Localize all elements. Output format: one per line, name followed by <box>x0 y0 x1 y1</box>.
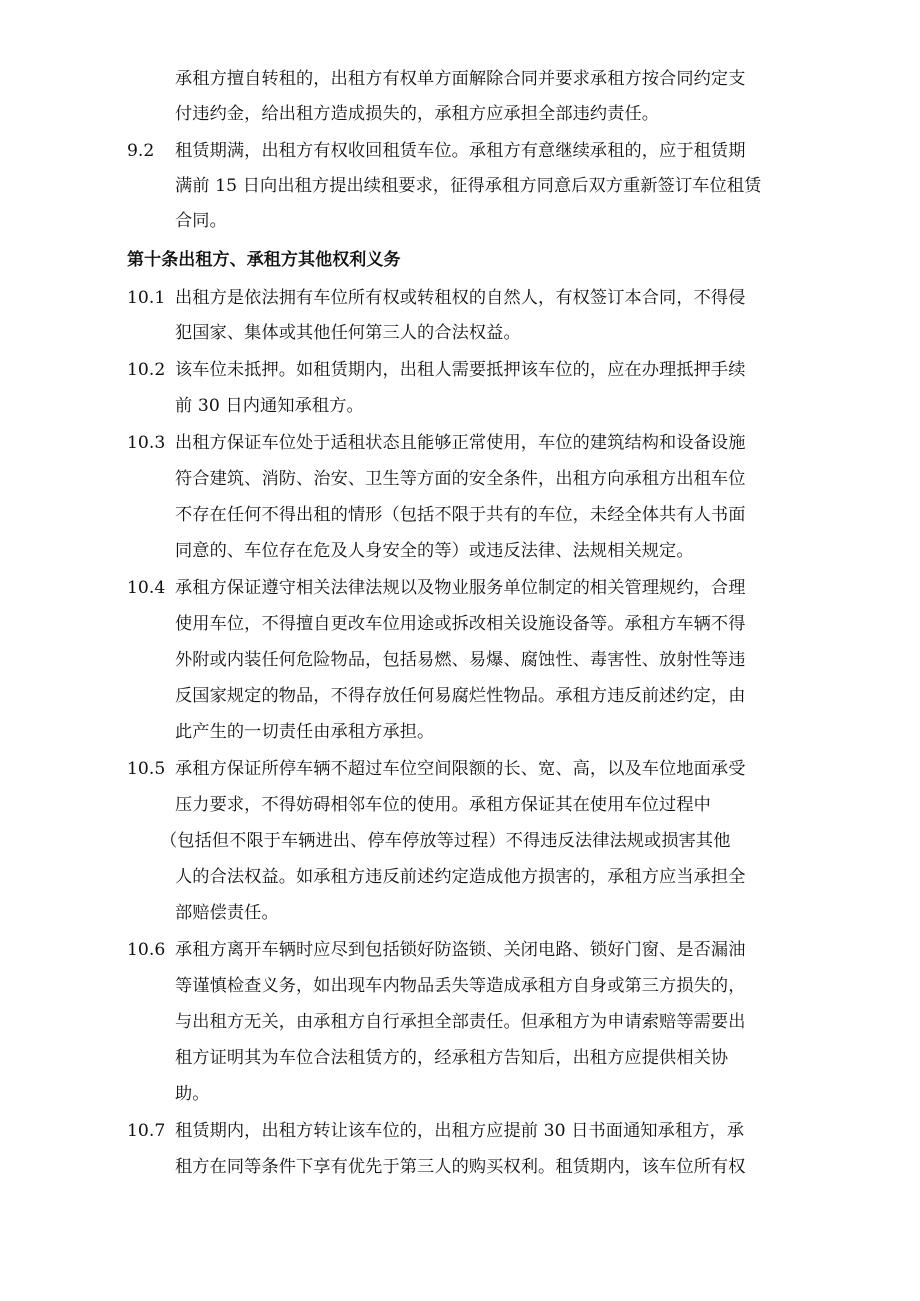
clause-number: 10.7 <box>127 1121 166 1141</box>
text-line: 满前 15 日向出租方提出续租要求，征得承租方同意后双方重新签订车位租赁 <box>175 176 762 196</box>
text-line: 同意的、车位存在危及人身安全的等）或违反法律、法规相关规定。 <box>175 541 694 561</box>
text-line: 合同。 <box>175 211 227 231</box>
clause-number: 10.6 <box>127 940 166 960</box>
text-line: 使用车位，不得擅自更改车位用途或拆改相关设施设备等。承租方车辆不得 <box>175 614 746 634</box>
text-line: 反国家规定的物品，不得存放任何易腐烂性物品。承租方违反前述约定，由 <box>175 686 746 706</box>
text-line: 前 30 日内通知承租方。 <box>175 396 364 416</box>
text-line: 租方在同等条件下享有优先于第三人的购买权利。租赁期内，该车位所有权 <box>175 1157 746 1177</box>
clause-number: 9.2 <box>127 141 155 161</box>
clause-number: 10.2 <box>127 360 166 380</box>
clause-number: 10.5 <box>127 759 166 779</box>
section-heading: 第十条出租方、承租方其他权利义务 <box>127 250 401 270</box>
text-line: 付违约金，给出租方造成损失的，承租方应承担全部违约责任。 <box>175 104 660 124</box>
text-line: 出租方保证车位处于适租状态且能够正常使用，车位的建筑结构和设备设施 <box>175 433 746 453</box>
text-line: 此产生的一切责任由承租方承担。 <box>175 722 435 742</box>
text-line: 承租方擅自转租的，出租方有权单方面解除合同并要求承租方按合同约定支 <box>175 69 746 89</box>
text-line: 承租方离开车辆时应尽到包括锁好防盗锁、关闭电路、锁好门窗、是否漏油 <box>175 940 746 960</box>
text-line: 犯国家、集体或其他任何第三人的合法权益。 <box>175 323 521 343</box>
text-line: 部赔偿责任。 <box>175 903 279 923</box>
text-line: 承租方保证所停车辆不超过车位空间限额的长、宽、高，以及车位地面承受 <box>175 759 746 779</box>
text-line: 压力要求，不得妨碍相邻车位的使用。承租方保证其在使用车位过程中 <box>175 795 711 815</box>
text-line: 外附或内装任何危险物品，包括易燃、易爆、腐蚀性、毒害性、放射性等违 <box>175 650 746 670</box>
text-line: 人的合法权益。如承租方违反前述约定造成他方损害的，承租方应当承担全 <box>175 867 746 887</box>
text-line: 该车位未抵押。如租赁期内，出租人需要抵押该车位的，应在办理抵押手续 <box>175 360 746 380</box>
text-line: 出租方是依法拥有车位所有权或转租权的自然人，有权签订本合同，不得侵 <box>175 288 746 308</box>
text-line: 承租方保证遵守相关法律法规以及物业服务单位制定的相关管理规约，合理 <box>175 578 746 598</box>
clause-number: 10.4 <box>127 578 166 598</box>
text-line: 租方证明其为车位合法租赁方的，经承租方告知后，出租方应提供相关协 <box>175 1048 729 1068</box>
text-line: 符合建筑、消防、治安、卫生等方面的安全条件，出租方向承租方出租车位 <box>175 469 746 489</box>
clause-number: 10.3 <box>127 433 166 453</box>
text-line: 租赁期内，出租方转让该车位的，出租方应提前 30 日书面通知承租方，承 <box>175 1121 745 1141</box>
text-line: 助。 <box>175 1084 210 1104</box>
text-line: 与出租方无关，由承租方自行承担全部责任。但承租方为申请索赔等需要出 <box>175 1012 746 1032</box>
text-line: 等谨慎检查义务，如出现车内物品丢失等造成承租方自身或第三方损失的， <box>175 976 746 996</box>
text-line: （包括但不限于车辆进出、停车停放等过程）不得违反法律法规或损害其他 <box>160 831 731 851</box>
text-line: 不存在任何不得出租的情形（包括不限于共有的车位，未经全体共有人书面 <box>175 505 746 525</box>
clause-number: 10.1 <box>127 288 166 308</box>
text-line: 租赁期满，出租方有权收回租赁车位。承租方有意继续承租的，应于租赁期 <box>175 141 746 161</box>
